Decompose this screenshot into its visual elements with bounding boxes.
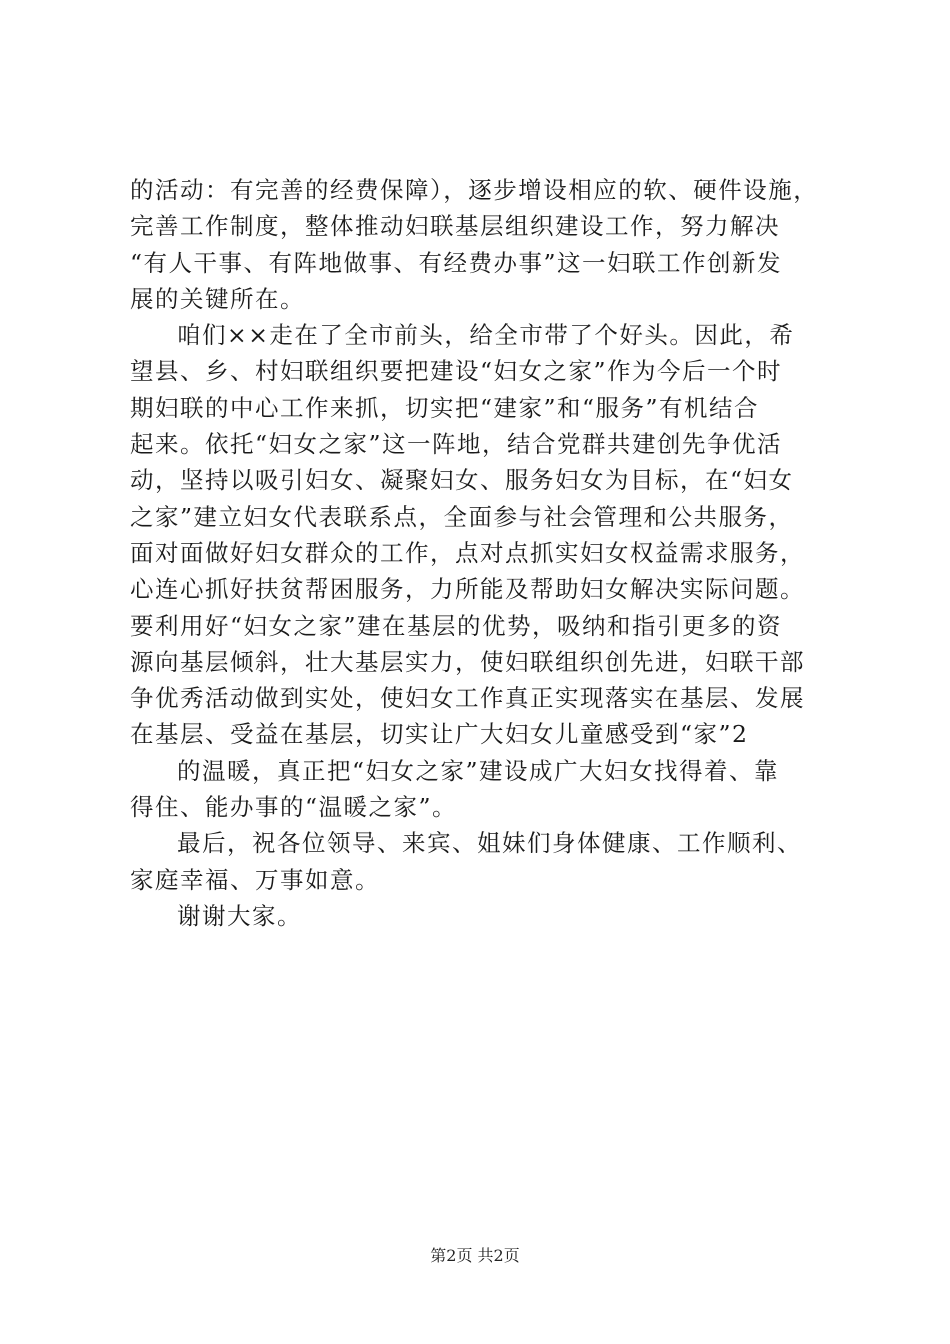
- text-line: 之家”建立妇女代表联系点，全面参与社会管理和公共服务，: [130, 502, 794, 531]
- text-line: 要利用好“妇女之家”建在基层的优势，吸纳和指引更多的资: [130, 611, 783, 640]
- text-line: 争优秀活动做到实处，使妇女工作真正实现落实在基层、发展: [130, 684, 805, 713]
- text-line: 咱们××走在了全市前头，给全市带了个好头。因此，希: [177, 321, 795, 350]
- text-line: “有人干事、有阵地做事、有经费办事”这一妇联工作创新发: [130, 248, 783, 277]
- text-line: 家庭幸福、万事如意。: [130, 865, 380, 894]
- text-line: 的活动：有完善的经费保障），逐步增设相应的软、硬件设施，: [130, 176, 819, 204]
- text-line: 得住、能办事的“温暖之家”。: [130, 793, 458, 822]
- text-line: 面对面做好妇女群众的工作，点对点抓实妇女权益需求服务，: [130, 538, 805, 567]
- text-line: 期妇联的中心工作来抓，切实把“建家”和“服务”有机结合: [130, 393, 760, 422]
- text-line: 最后，祝各位领导、来宾、姐妹们身体健康、工作顺利、: [177, 829, 802, 858]
- text-line: 源向基层倾斜，壮大基层实力，使妇联组织创先进，妇联干部: [130, 647, 805, 676]
- text-line: 心连心抓好扶贫帮困服务，力所能及帮助妇女解决实际问题。: [130, 575, 805, 604]
- text-line: 起来。依托“妇女之家”这一阵地，结合党群共建创先争优活: [130, 430, 783, 459]
- text-line: 完善工作制度，整体推动妇联基层组织建设工作，努力解决: [130, 212, 780, 241]
- text-line: 展的关键所在。: [130, 284, 305, 313]
- text-line: 的温暖，真正把“妇女之家”建设成广大妇女找得着、靠: [177, 756, 780, 785]
- text-line: 动，坚持以吸引妇女、凝聚妇女、服务妇女为目标，在“妇女: [130, 466, 794, 495]
- document-body: [130, 172, 835, 934]
- page-footer: 第2页 共2页: [430, 1246, 520, 1265]
- text-line: 在基层、受益在基层，切实让广大妇女儿童感受到“家”2: [130, 720, 749, 749]
- text-line: 望县、乡、村妇联组织要把建设“妇女之家”作为今后一个时: [130, 357, 783, 386]
- text-line: 谢谢大家。: [177, 901, 302, 930]
